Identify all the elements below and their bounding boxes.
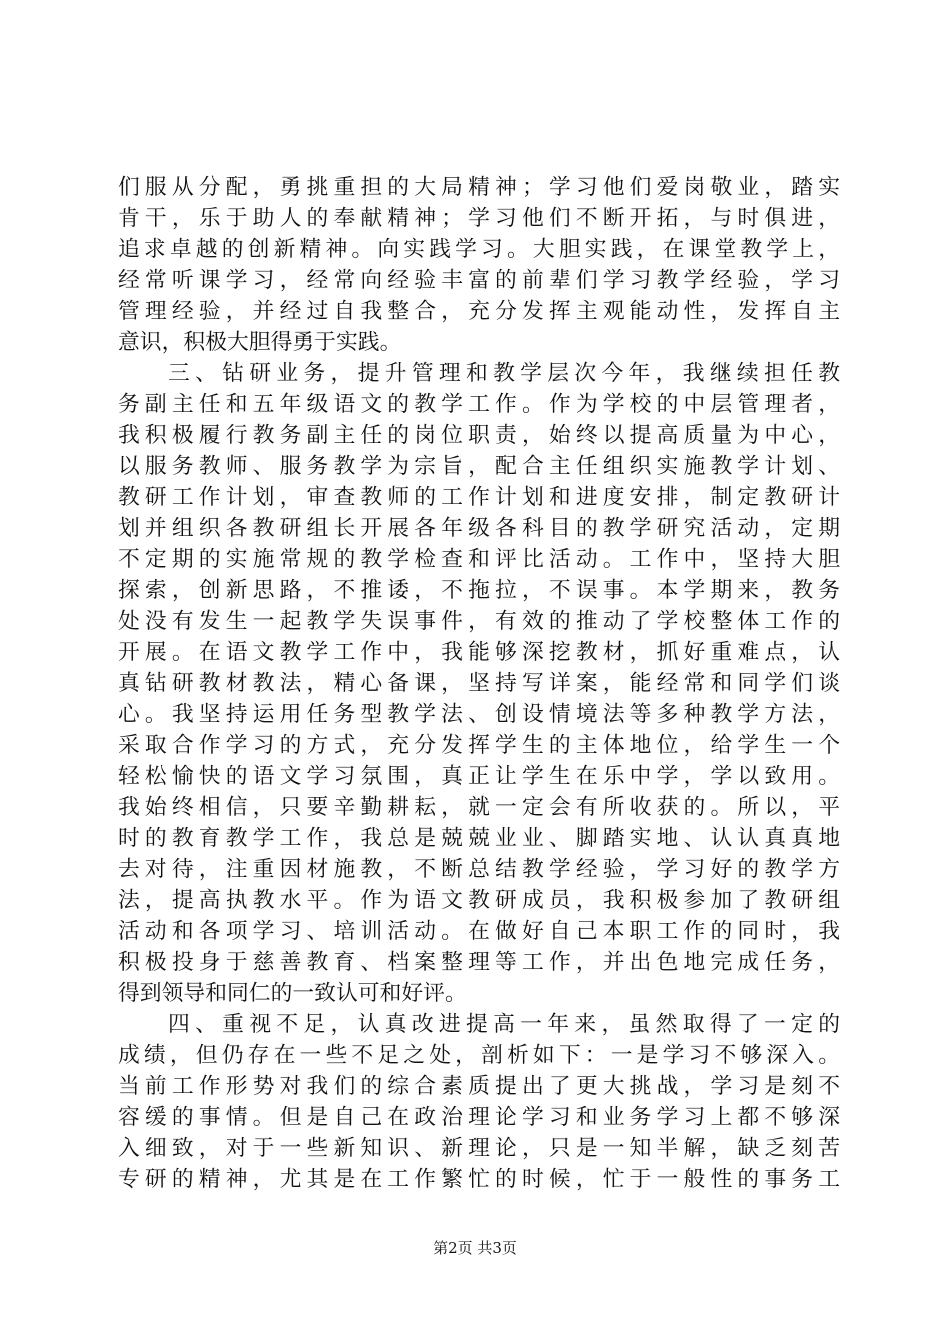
text-line: 们服从分配，勇挑重担的大局精神；学习他们爱岗敬业，踏实 (118, 175, 840, 200)
text-line: 专研的精神，尤其是在工作繁忙的时候，忙于一般性的事务工 (118, 1167, 840, 1192)
text-line: 心。我坚持运用任务型教学法、创设情境法等多种教学方法， (118, 702, 840, 727)
text-line: 以服务教师、服务教学为宗旨，配合主任组织实施教学计划、 (118, 454, 840, 479)
text-line: 追求卓越的创新精神。向实践学习。大胆实践，在课堂教学上， (118, 237, 840, 262)
text-line: 入细致，对于一些新知识、新理论，只是一知半解，缺乏刻苦 (118, 1136, 840, 1161)
text-line: 去对待，注重因材施教，不断总结教学经验，学习好的教学方 (118, 857, 840, 882)
text-line: 法，提高执教水平。作为语文教研成员，我积极参加了教研组 (118, 888, 840, 913)
paragraph-start-line: 四、重视不足，认真改进提高一年来，虽然取得了一定的 (168, 1012, 840, 1037)
text-line: 时的教育教学工作，我总是兢兢业业、脚踏实地、认认真真地 (118, 826, 840, 851)
text-line: 轻松愉快的语文学习氛围，真正让学生在乐中学，学以致用。 (118, 764, 840, 789)
text-line: 处没有发生一起教学失误事件，有效的推动了学校整体工作的 (118, 609, 840, 634)
text-line: 探索，创新思路，不推诿，不拖拉，不误事。本学期来，教务 (118, 578, 840, 603)
text-line: 经常听课学习，经常向经验丰富的前辈们学习教学经验，学习 (118, 268, 840, 293)
text-line: 采取合作学习的方式，充分发挥学生的主体地位，给学生一个 (118, 733, 840, 758)
text-line: 开展。在语文教学工作中，我能够深挖教材，抓好重难点，认 (118, 640, 840, 665)
text-line: 划并组织各教研组长开展各年级各科目的教学研究活动，定期 (118, 516, 840, 541)
text-line: 务副主任和五年级语文的教学工作。作为学校的中层管理者， (118, 392, 840, 417)
document-body (118, 172, 840, 1195)
text-line: 我始终相信，只要辛勤耕耘，就一定会有所收获的。所以，平 (118, 795, 840, 820)
text-line: 管理经验，并经过自我整合，充分发挥主观能动性，发挥自主 (118, 299, 840, 324)
text-line: 意识，积极大胆得勇于实践。 (118, 330, 402, 355)
text-line: 教研工作计划，审查教师的工作计划和进度安排，制定教研计 (118, 485, 840, 510)
text-line: 积极投身于慈善教育、档案整理等工作，并出色地完成任务， (118, 950, 840, 975)
text-line: 当前工作形势对我们的综合素质提出了更大挑战，学习是刻不 (118, 1074, 840, 1099)
paragraph-start-line: 三、钻研业务，提升管理和教学层次今年，我继续担任教 (168, 361, 840, 386)
page-number-footer: 第2页 共3页 (433, 1239, 517, 1257)
text-line: 容缓的事情。但是自己在政治理论学习和业务学习上都不够深 (118, 1105, 840, 1130)
text-line: 得到领导和同仁的一致认可和好评。 (118, 981, 467, 1006)
text-line: 真钻研教材教法，精心备课，坚持写详案，能经常和同学们谈 (118, 671, 840, 696)
text-line: 我积极履行教务副主任的岗位职责，始终以提高质量为中心， (118, 423, 840, 448)
text-line: 肯干，乐于助人的奉献精神；学习他们不断开拓，与时俱进， (118, 206, 840, 231)
text-line: 不定期的实施常规的教学检查和评比活动。工作中，坚持大胆 (118, 547, 840, 572)
text-line: 活动和各项学习、培训活动。在做好自己本职工作的同时，我 (118, 919, 840, 944)
text-line: 成绩，但仍存在一些不足之处，剖析如下：一是学习不够深入。 (118, 1043, 840, 1068)
